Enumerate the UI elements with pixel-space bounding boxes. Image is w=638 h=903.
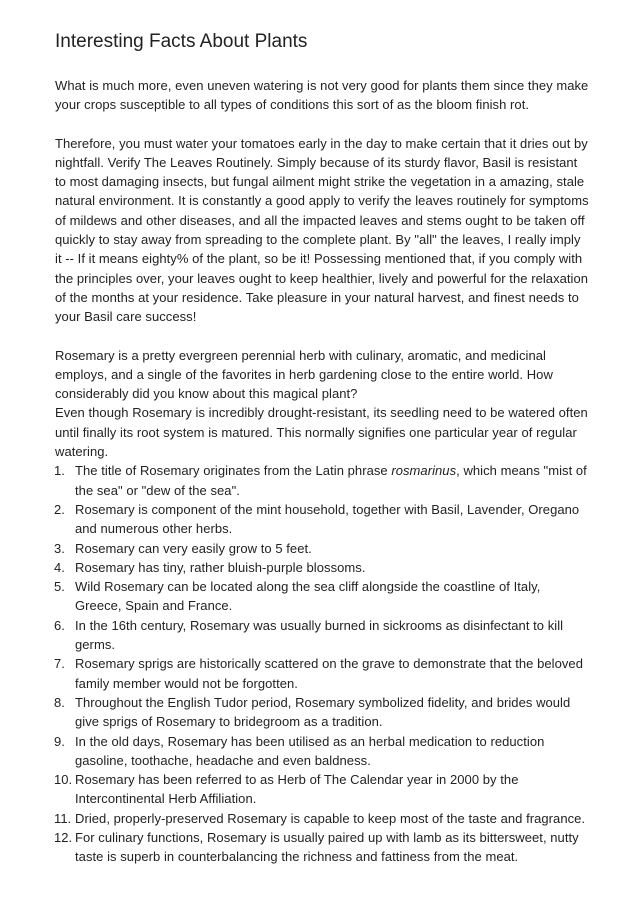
paragraph-gap — [55, 115, 590, 134]
list-item-number: 8. — [54, 694, 65, 710]
list-item — [55, 461, 590, 500]
page-title: Interesting Facts About Plants — [55, 31, 308, 52]
paragraph-gap — [55, 327, 590, 346]
list-item-number: 9. — [54, 733, 65, 749]
list-item-number: 2. — [54, 501, 65, 517]
list-item — [55, 770, 590, 809]
list-item — [55, 809, 590, 828]
list-item-number: 12. — [54, 829, 73, 845]
list-item-number: 3. — [54, 540, 65, 556]
list-item-number: 10. — [54, 772, 73, 788]
list-item — [55, 500, 590, 539]
list-item-number: 6. — [54, 617, 65, 633]
list-item — [55, 828, 590, 867]
list-item-text: The title of Rosemary originates from the Latin phrase — [75, 463, 392, 479]
list-item — [55, 616, 590, 655]
list-item-number: 5. — [54, 579, 65, 595]
list-item-text: Rosemary sprigs are historically scattered on the grave to demonstrate that the beloved family member would not be forgotten. — [75, 656, 583, 691]
paragraph-watering: What is much more, even uneven watering is not very good for plants them since they make your crops susceptible to all types of conditions this sort of as the bloom finish rot. — [55, 78, 589, 113]
list-item — [55, 693, 590, 732]
list-item-text: Rosemary can very easily grow to 5 feet. — [75, 540, 312, 556]
list-item — [55, 654, 590, 693]
list-item-text: Rosemary has tiny, rather bluish-purple blossoms. — [75, 559, 366, 575]
list-item — [55, 577, 590, 616]
list-item-number: 7. — [54, 656, 65, 672]
latin-term: rosmarinus — [391, 463, 457, 479]
paragraph-rosemary-intro: Rosemary is a pretty evergreen perennial herb with culinary, aromatic, and medicinal employs, and a single of the favorites in herb gardening close to the entire world. How considerably did you know about this magical plant? — [55, 347, 553, 402]
list-item-text: For culinary functions, Rosemary is usually paired up with lamb as its bittersweet, nutty taste is superb in counterbalancing the richness and fattiness from the meat. — [75, 829, 579, 865]
list-item-text: Wild Rosemary can be located along the sea cliff alongside the coastline of Italy, Greece, Spain and France. — [75, 579, 541, 614]
list-item-number: 11. — [54, 810, 72, 826]
list-item — [55, 539, 590, 558]
list-item-text: In the 16th century, Rosemary was usually burned in sickrooms as disinfectant to kill germs. — [75, 617, 564, 653]
list-item — [55, 732, 590, 771]
list-item-text: In the old days, Rosemary has been utilised as an herbal medication to reduction gasoline, toothache, headache and even baldness. — [75, 733, 545, 768]
list-item-number: 4. — [54, 559, 65, 575]
list-item — [55, 558, 590, 577]
paragraph-rosemary-watering: Even though Rosemary is incredibly drought-resistant, its seedling need to be watered often until finally its root system is matured. This normally signifies one particular year of regular watering. — [55, 405, 588, 460]
paragraph-basil: Therefore, you must water your tomatoes early in the day to make certain that it dries out by nightfall. Verify The Leaves Routinely. Simply because of its sturdy flavor, Basil is resistant to most damaging insects, but fungal ailment might strike the vegetation in a amazing, stale natural environment. It is constantly a good apply to verify the leaves routinely for symptoms of mildews and other diseases, and all the impacted leaves and stems ought to be taken off quickly to stay away from spreading to the complete plant. By "all" the leaves, I really imply it -- If it means eighty% of the plant, so be it! Possessing mentioned that, if you comply with the principles over, your leaves ought to keep healthier, lively and powerful for the relaxation of the months at your residence. Take pleasure in your natural harvest, and finest needs to your Basil care success! — [55, 135, 589, 325]
list-item-text: Dried, properly-preserved Rosemary is capable to keep most of the taste and fragrance. — [75, 810, 586, 826]
list-item-text: Rosemary has been referred to as Herb of The Calendar year in 2000 by the Intercontinental Herb Affiliation. — [75, 772, 519, 807]
list-item-text: Throughout the English Tudor period, Rosemary symbolized fidelity, and brides would give sprigs of Rosemary to bridegroom as a tradition. — [75, 694, 571, 730]
list-item-number: 1. — [54, 463, 65, 479]
list-item-text: Rosemary is component of the mint household, together with Basil, Lavender, Oregano and numerous other herbs. — [75, 501, 580, 537]
rosemary-facts-list — [55, 461, 590, 866]
list-item-text: , which means "mist of the sea" or "dew of the sea". — [75, 463, 587, 498]
